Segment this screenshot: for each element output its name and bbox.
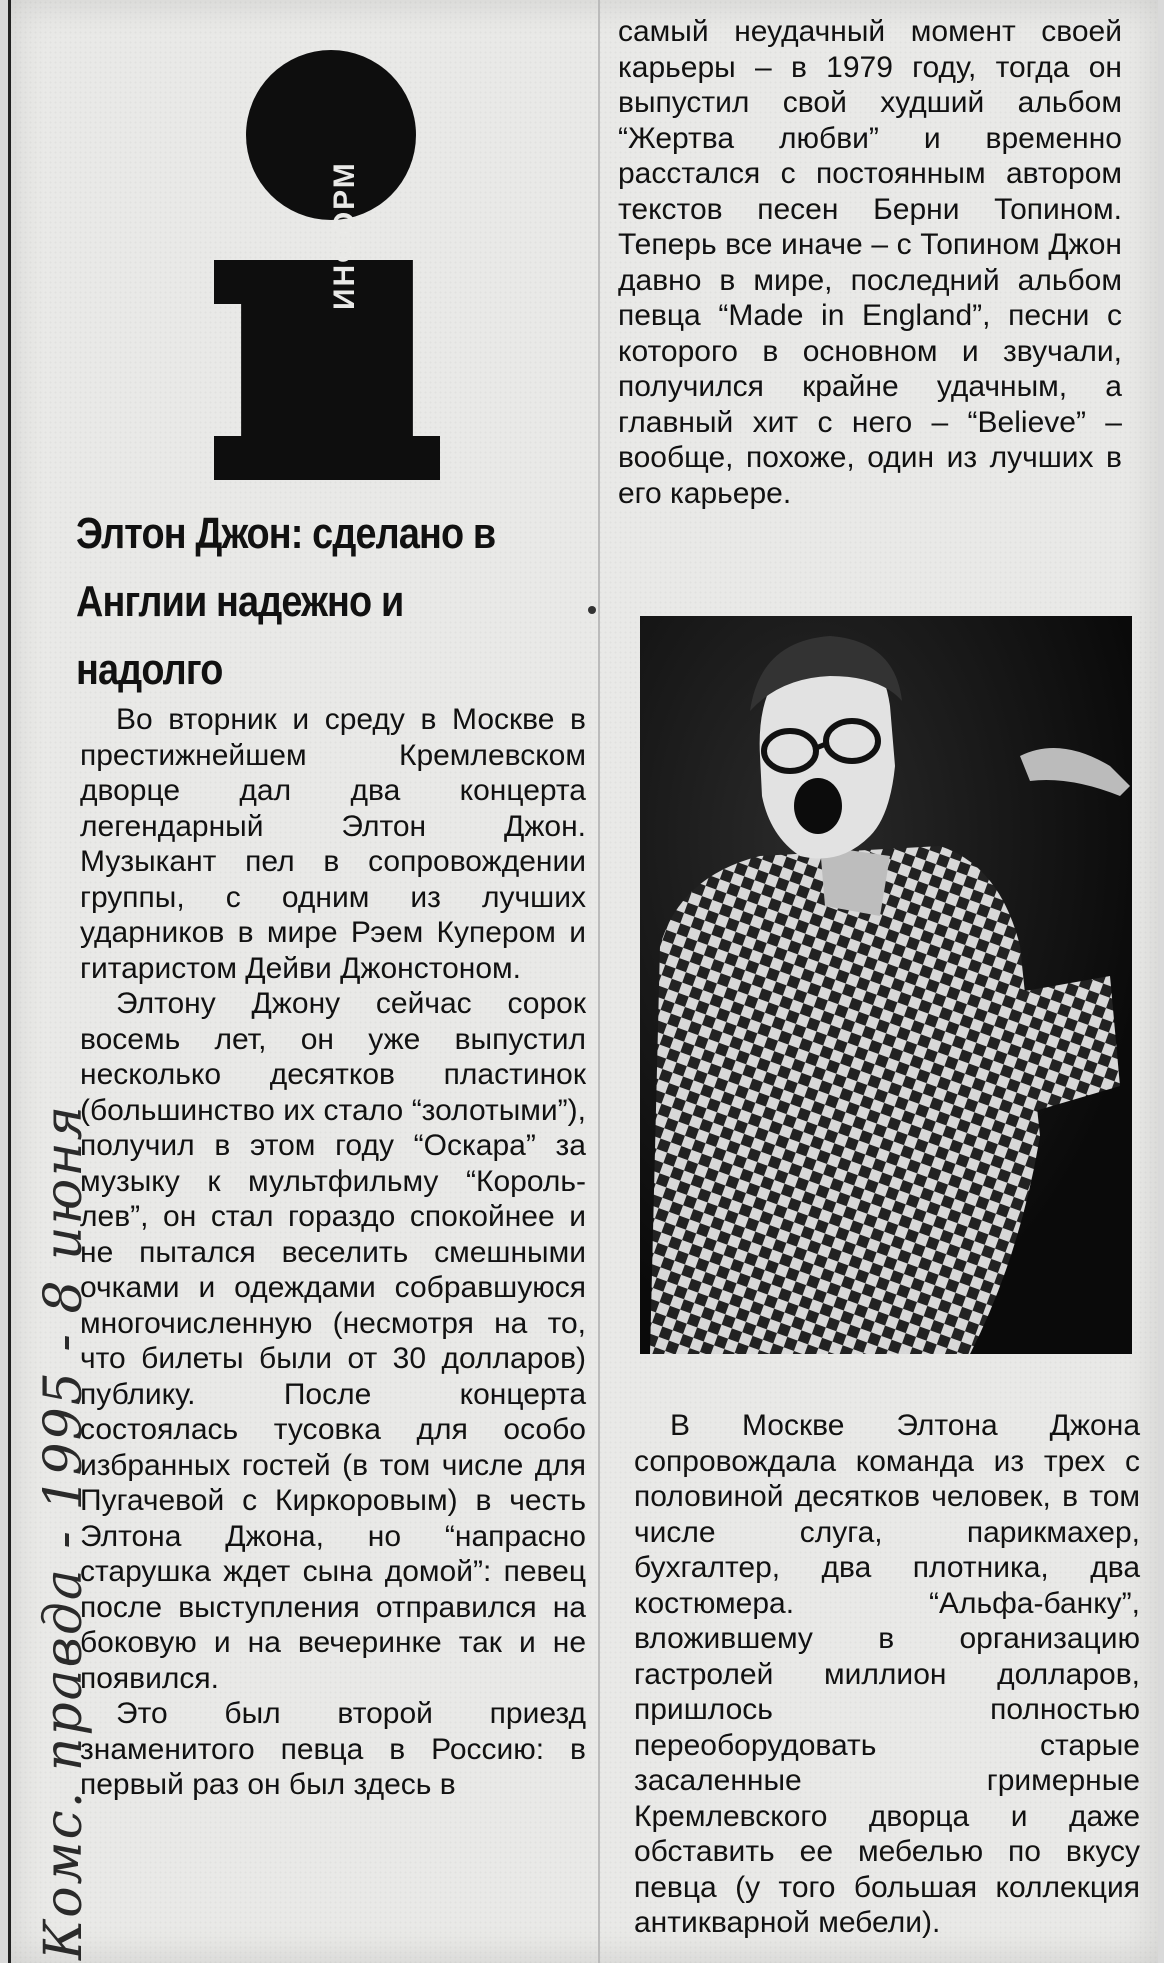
paragraph: Элтону Джону сейчас сорок восемь лет, он уже выпустил несколько десятков пластинок (большинство их стало “золотыми”), получил в этом году “Оскара” за музыку к мультфильму “Король-лев”, он стал гораздо спокойнее и не пытался веселить смешными очками и одеждами собравшуюся многочисленную (несмотря на то, что билеты были от 30 долларов) публику. После концерта состоялась тусовка для особо избранных гостей (в том числе для Пугачевой с Киркоровым) в честь Элтона Джона, но “напрасно старушка ждет сына домой”: певец после выступления отправился на боковую и на вечеринке так и не появился.: [80, 987, 586, 1695]
paragraph: Во вторник и среду в Москве в престижнейшем Кремлевском дворце дал два концерта легендарный Элтон Джон. Музыкант пел в сопровождении группы, с одним из лучших ударников в мире Рэем Купером и гитаристом Дейви Джонстоном.: [80, 703, 586, 985]
logo-stem: [214, 260, 440, 480]
column-divider: [598, 0, 600, 1963]
print-speck: [588, 606, 596, 614]
right-column-top: [618, 14, 1122, 511]
paragraph: самый неудачный момент своей карьеры – в 1979 году, тогда он выпустил свой худший альбом “Жертва любви” и временно расстался с постоянным автором текстов песен Берни Топином. Теперь все иначе – с Топином Джон давно в мире, последний альбом певца “Made in England”, песни с которого в основном и звучали, получился крайне удачным, а главный хит с него – “Believe” – вообще, похоже, один из лучших в его карьере.: [618, 15, 1122, 510]
paragraph: В Москве Элтона Джона сопровождала команда из трех с половиной десятков человек, в том числе слуга, парикмахер, бухгалтер, два плотника, два костюмера. “Альфа-банку”, вложившему в организацию гастролей миллион долларов, пришлось полностью переоборудовать старые засаленные гримерные Кремлевского дворца и даже обставить ее мебелью по вкусу певца (у того большая коллекция антикварной мебели).: [634, 1409, 1140, 1939]
clipping-edge: [8, 0, 11, 1963]
left-column: [80, 702, 586, 1803]
right-column-bottom: [634, 1408, 1140, 1941]
paragraph: Это был второй приезд знаменитого певца в Россию: в первый раз он был здесь в: [80, 1697, 586, 1801]
singer-photo: [640, 616, 1132, 1354]
singer-photo-drawing: [640, 616, 1132, 1354]
article-headline: Элтон Джон: сделано в Англии надежно и надолго: [76, 509, 496, 694]
logo-vertical-text: ИНФОРМ: [328, 161, 361, 310]
inform-logo: [210, 50, 450, 440]
handwritten-annotation: Комс. правда - 1995 - 8 июня: [34, 1103, 94, 1960]
